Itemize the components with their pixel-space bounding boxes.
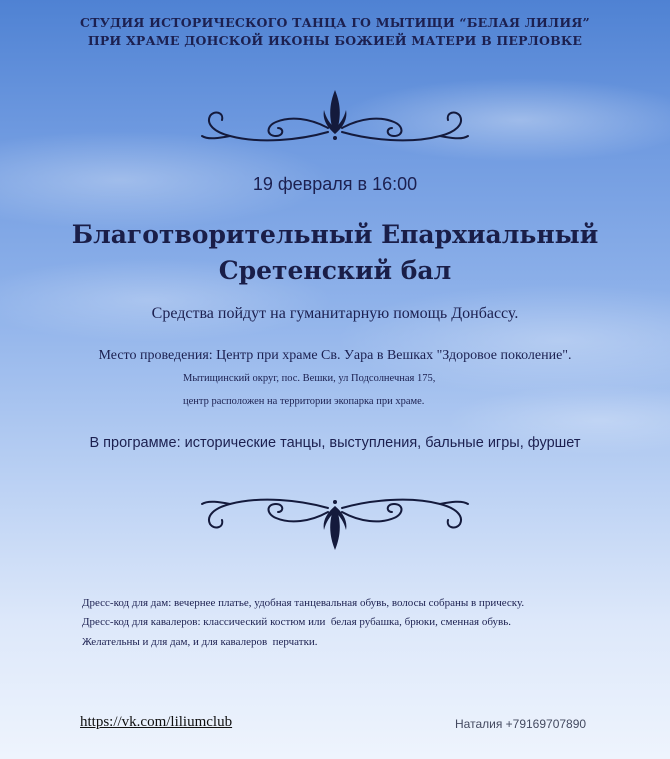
contact-phone: Наталия +79169707890 (455, 717, 587, 731)
event-program: В программе: исторические танцы, выступления, бальные игры, фуршет (89, 435, 581, 451)
dress-code-gloves: Желательны и для дам, и для кавалеров перчатки. (82, 636, 318, 648)
dress-code-ladies: Дресс-код для дам: вечернее платье, удобная танцевальная обувь, волосы собраны в прическу. (82, 597, 525, 609)
bottom-flourish-ornament-icon (200, 492, 470, 552)
event-purpose: Средства пойдут на гуманитарную помощь Донбассу. (151, 305, 519, 322)
event-date: 19 февраля в 16:00 (252, 174, 418, 194)
venue-note: центр расположен на территории экопарка при храме. (183, 396, 425, 407)
dress-code-gentlemen: Дресс-код для кавалеров: классический костюм или белая рубашка, брюки, сменная обувь. (82, 616, 511, 628)
vk-club-link[interactable]: https://vk.com/liliumclub (80, 714, 233, 730)
venue-place: Место проведения: Центр при храме Св. Уара в Вешках "Здоровое поколение". (98, 348, 572, 363)
studio-name-line-2: ПРИ ХРАМЕ ДОНСКОЙ ИКОНЫ БОЖИЕЙ МАТЕРИ В ПЕРЛОВКЕ (87, 33, 583, 48)
studio-name-line-1: СТУДИЯ ИСТОРИЧЕСКОГО ТАНЦА ГО МЫТИЩИ “БЕЛАЯ ЛИЛИЯ” (80, 15, 590, 30)
event-title-line-1: Благотворительный Епархиальный (71, 220, 599, 249)
venue-address: Мытищинский округ, пос. Вешки, ул Подсолнечная 175, (183, 373, 436, 384)
top-flourish-ornament-icon (200, 88, 470, 148)
event-title-line-2: Сретенский бал (218, 256, 452, 285)
